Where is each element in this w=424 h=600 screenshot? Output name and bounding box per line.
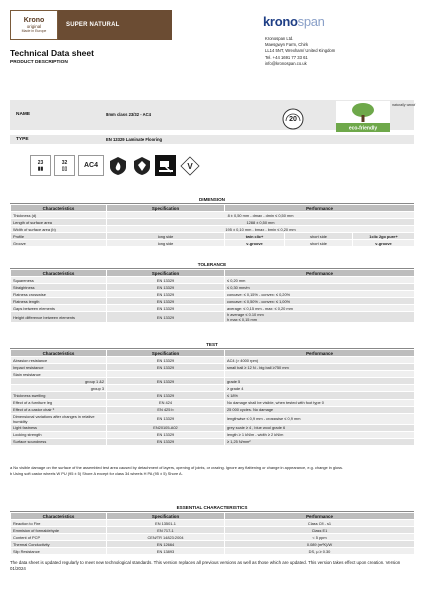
brand-banner	[10, 10, 172, 40]
table-cell	[107, 371, 225, 378]
table-cell: EN 13329	[107, 305, 225, 312]
table-row	[11, 357, 415, 364]
table-row	[11, 312, 415, 323]
table-cell: Content of PCP	[11, 534, 107, 541]
table-row	[11, 298, 415, 305]
tolerance-title: TOLERANCE	[10, 262, 414, 269]
table-cell: 8 ± 0,50 mm - dmax - dmin ≤ 0,50 mm	[107, 212, 415, 219]
table-cell: Thickness swelling	[11, 392, 107, 399]
warranty-icon	[282, 108, 304, 130]
eco-label: naturally wood	[392, 103, 416, 107]
table-cell: EN 13329	[107, 438, 225, 445]
table-cell: v-groove	[225, 240, 285, 247]
range-name: SUPER NATURAL	[58, 10, 172, 40]
table-row	[11, 520, 415, 527]
table-cell: lengthwise ≤ 0,9 mm - crosswise ≤ 0,9 mm	[225, 413, 415, 424]
table-cell: ≥ grade 4	[225, 385, 415, 392]
table-row	[11, 385, 415, 392]
col-specification: Specification	[107, 513, 225, 520]
table-cell: Effect of a castor chair ᵇ	[11, 406, 107, 413]
table-cell: EN 13329	[107, 357, 225, 364]
krono-original-logo	[10, 10, 58, 40]
table-row	[11, 424, 415, 431]
table-cell: h average ≤ 0.10 mm h max ≤ 0,15 mm	[225, 312, 415, 323]
table-cell: Profile	[11, 233, 107, 240]
table-cell: Straightness	[11, 284, 107, 291]
col-performance: Performance	[225, 513, 415, 520]
table-cell: 1288 ± 0,50 mm	[107, 219, 415, 226]
table-cell: Slip Resistance	[11, 548, 107, 555]
table-cell: EN 13329	[107, 413, 225, 424]
ac4-text: AC4	[83, 162, 98, 169]
table-cell: EN 13329	[107, 291, 225, 298]
table-row	[11, 438, 415, 445]
eco-badge-text: eco-friendly	[348, 125, 378, 132]
table-cell: EN 13893	[107, 548, 225, 555]
table-cell: EN 13329	[107, 378, 225, 385]
table-cell: < 5 ppm	[225, 534, 415, 541]
col-performance: Performance	[225, 270, 415, 277]
essential-table	[10, 512, 415, 555]
test-notes	[10, 465, 414, 476]
table-cell: 0.089 (m²K)/W	[225, 541, 415, 548]
table-cell: short side	[285, 240, 353, 247]
dimension-table	[10, 204, 415, 247]
table-cell: twin clic+	[225, 233, 285, 240]
table-cell: 25 000 cycles. No damage	[225, 406, 415, 413]
col-characteristics: Characteristics	[11, 350, 107, 357]
table-cell: Flatness length	[11, 298, 107, 305]
address-line: info@kronospan.co.uk	[265, 60, 307, 66]
table-cell: grade 5	[225, 378, 415, 385]
table-row	[11, 548, 415, 555]
table-cell: ≤ 0,30 mm/m	[225, 284, 415, 291]
dimension-section	[10, 197, 414, 247]
table-cell: Flatness crosswise	[11, 291, 107, 298]
table-row	[11, 240, 415, 247]
table-row	[11, 212, 415, 219]
address-line: Maesgwyn Farm, Chirk	[265, 42, 309, 48]
table-cell: ≤ 18%	[225, 392, 415, 399]
table-row	[11, 233, 415, 240]
tolerance-table	[10, 269, 415, 323]
v-groove-text: V	[186, 161, 193, 171]
col-specification: Specification	[107, 205, 225, 212]
col-specification: Specification	[107, 350, 225, 357]
table-row	[11, 219, 415, 226]
table-cell: Gaps between elements	[11, 305, 107, 312]
table-row	[11, 305, 415, 312]
footer-note: The data sheet is updated regularly to meet new technological standards. This version replaces all previous versions as well as those which are updated. This version takes effect upon creation. Version 01/2024	[10, 560, 401, 572]
table-cell: EN 13329	[107, 312, 225, 323]
table-cell: EN 13329	[107, 364, 225, 371]
class-32-text: 32	[61, 159, 68, 166]
table-cell: Length of surface area	[11, 219, 107, 226]
address-line: Kronospan Ltd.	[265, 36, 294, 41]
logo-text-b: span	[297, 14, 325, 29]
note-b: b Using soft castor wheels W PU (95 ± 5) Shore A except for class 34 wheels H PA (95 ± 5) Shore A.	[10, 470, 183, 476]
v-groove-icon	[179, 155, 200, 176]
type-row	[10, 135, 414, 144]
table-cell: EN 13329	[107, 298, 225, 305]
logo-line1: Krono	[23, 17, 45, 24]
kronospan-logo	[263, 14, 325, 29]
table-cell: group 1 &2	[11, 378, 107, 385]
dimension-title: DIMENSION	[10, 197, 414, 204]
test-section	[10, 342, 414, 446]
table-row	[11, 277, 415, 284]
table-cell: length ≥ 1 kN/m - width ≥ 2 kN/m	[225, 431, 415, 438]
click-system-icon	[155, 155, 176, 176]
table-cell: EN 13501-1	[107, 520, 225, 527]
company-address	[265, 36, 335, 67]
table-cell: grey scale ≥ 4 , blue wool grade 6	[225, 424, 415, 431]
table-cell: ≤ 0,20 mm	[225, 277, 415, 284]
table-cell: No damage shall be visible, when tested with foot type 0	[225, 399, 415, 406]
type-value: EN 13329 Laminate Flooring	[106, 137, 163, 142]
table-cell	[225, 371, 415, 378]
class-23-text: 23	[37, 159, 44, 166]
table-cell: EN 13329	[107, 392, 225, 399]
ac4-icon	[78, 155, 104, 176]
table-cell: Squareness	[11, 277, 107, 284]
table-row	[11, 378, 415, 385]
eco-friendly-badge	[336, 101, 390, 132]
class-23-icon: 23 ▮▮	[30, 155, 51, 176]
shield-icon	[131, 155, 152, 176]
table-cell: DS, μ ≥ 0.30	[225, 548, 415, 555]
table-row	[11, 541, 415, 548]
table-cell: Thickness (d)	[11, 212, 107, 219]
table-cell: AC4 (> 4000 rpm)	[225, 357, 415, 364]
table-cell: Class Cfl - s1	[225, 520, 415, 527]
name-value: 8mm class 23/32 - AC4	[106, 112, 152, 117]
essential-title: ESSENTIAL CHARACTERISTICS	[10, 505, 414, 512]
col-characteristics: Characteristics	[11, 270, 107, 277]
table-cell: long side	[107, 233, 225, 240]
section-title: PRODUCT DESCRIPTION	[10, 60, 68, 65]
note-a: a No visible damage on the surface of the assembled test area caused by detachment of layers, opening of joints, or crazing. Ignore any flattening or change in appearance, e.g. change in gloss.	[10, 465, 344, 470]
type-label: TYPE	[16, 137, 29, 142]
table-cell: Locking strength	[11, 431, 107, 438]
table-cell: Width of surface area (b)	[11, 226, 107, 233]
table-row	[11, 371, 415, 378]
name-label: NAME	[16, 112, 31, 117]
col-performance: Performance	[225, 205, 415, 212]
address-line: Tel. +44 1691 77 33 61	[265, 54, 308, 60]
table-cell: EN 13329	[107, 431, 225, 438]
table-cell: EN 717-1	[107, 527, 225, 534]
essential-section	[10, 505, 414, 555]
table-row	[11, 364, 415, 371]
table-cell: long side	[107, 240, 225, 247]
table-cell: EN 424	[107, 399, 225, 406]
table-cell: v-groove	[353, 240, 415, 247]
logo-line2: original	[26, 24, 42, 29]
class-32-icon: 32 ▯▯	[54, 155, 75, 176]
table-cell: CEN/TR 14823:2004	[107, 534, 225, 541]
table-cell: Abrasion resistance	[11, 357, 107, 364]
table-cell: short side	[285, 233, 353, 240]
table-cell: small ball ≥ 12 N - big ball ≥750 mm	[225, 364, 415, 371]
col-characteristics: Characteristics	[11, 513, 107, 520]
warranty-years: 20	[289, 116, 297, 123]
col-performance: Performance	[225, 350, 415, 357]
table-row	[11, 413, 415, 424]
table-cell: concave: ≤ 0,15% - convex: ≤ 0,20%	[225, 291, 415, 298]
table-cell: Impact resistance	[11, 364, 107, 371]
table-cell: Surface soundness	[11, 438, 107, 445]
table-row	[11, 392, 415, 399]
table-cell: average: ≤ 0,15 mm - max: ≤ 0,20 mm	[225, 305, 415, 312]
table-cell: Groove	[11, 240, 107, 247]
table-row	[11, 284, 415, 291]
table-cell: EN 12664	[107, 541, 225, 548]
table-row	[11, 406, 415, 413]
test-table	[10, 349, 415, 446]
table-cell: Reaction to Fire	[11, 520, 107, 527]
page-title: Technical Data sheet	[10, 48, 94, 58]
fire-icon	[107, 155, 128, 176]
logo-line3: Made in Europe	[21, 29, 47, 33]
feature-icons	[30, 155, 200, 176]
table-cell: Height difference between elements	[11, 312, 107, 323]
table-cell: Stain resistance	[11, 371, 107, 378]
table-row	[11, 527, 415, 534]
table-cell: EN 13329	[107, 284, 225, 291]
table-cell	[107, 385, 225, 392]
table-cell: concave: ≤ 0,50% - convex: ≤ 1,00%	[225, 298, 415, 305]
table-cell: Class E1	[225, 527, 415, 534]
table-cell: Dimensional variations after changes in relative humidity	[11, 413, 107, 424]
table-row	[11, 399, 415, 406]
table-row	[11, 431, 415, 438]
test-title: TEST	[10, 342, 414, 349]
address-line: LL14 5NT, Wrexham/ United Kingdom	[265, 48, 336, 54]
col-specification: Specification	[107, 270, 225, 277]
table-cell: 195 ± 0,10 mm - bmax - bmin ≤ 0,20 mm	[107, 226, 415, 233]
table-cell: EN20105-A02	[107, 424, 225, 431]
table-cell: EN 13329	[107, 277, 225, 284]
table-cell: Effect of a furniture leg	[11, 399, 107, 406]
table-cell: Thermal Conductivity	[11, 541, 107, 548]
col-characteristics: Characteristics	[11, 205, 107, 212]
table-cell: 1clic 2go pure+	[353, 233, 415, 240]
table-row	[11, 291, 415, 298]
tolerance-section	[10, 262, 414, 323]
table-row	[11, 226, 415, 233]
table-row	[11, 534, 415, 541]
table-cell: Light fastness	[11, 424, 107, 431]
logo-text-a: krono	[263, 14, 298, 29]
table-cell: EN 425 b	[107, 406, 225, 413]
table-cell: group 3	[11, 385, 107, 392]
table-cell: Emmision of formaldehyde	[11, 527, 107, 534]
table-cell: ≥ 1,25 N/mm²	[225, 438, 415, 445]
